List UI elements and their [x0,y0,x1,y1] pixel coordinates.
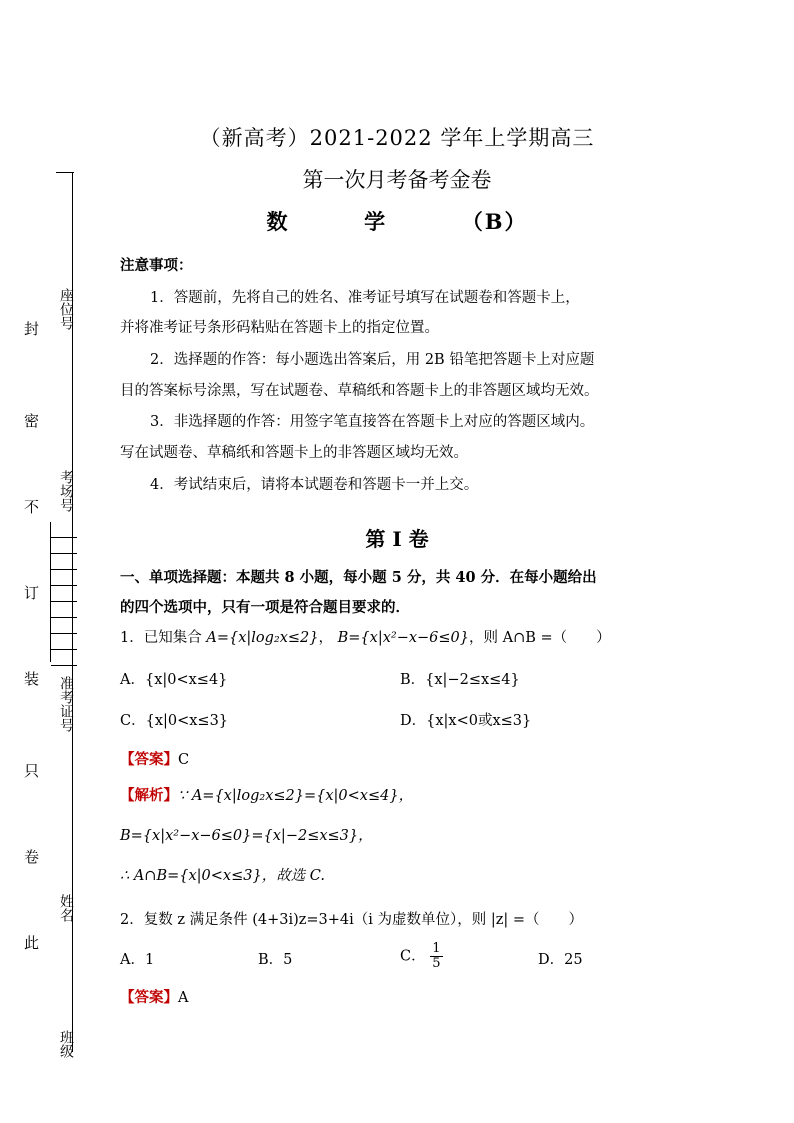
q1-option-c[interactable]: C．{x|0<x≤3} [120,713,229,729]
q1-option-a[interactable]: A．{x|0<x≤4} [120,672,228,688]
part1-instructions: 的四个选项中，只有一项是符合题目要求的． [120,599,410,616]
subject-title [0,206,794,236]
q2-option-c[interactable]: C． $\frac{1}{5}$ [400,941,441,971]
q2-answer: 【答案】A [120,989,189,1006]
section-title: 第 I 卷 [365,527,429,551]
exam-id-label: 准考证号 [58,676,74,732]
notice-line: 并将准考证号条形码粘贴在答题卡上的指定位置。 [120,320,439,336]
q2-option-b[interactable]: B．5 [258,952,293,968]
seat-label: 座位号 [58,288,74,330]
seal-char: 密 [24,412,40,430]
q1-stem: 1．已知集合 A={x|log₂x≤2}， B={x|x²−x−6≤0}，则 A∩B =（ ） [120,630,611,646]
q1-option-b[interactable]: B．{x|−2≤x≤4} [400,672,520,688]
subject-char: 学 [364,209,388,234]
seal-char: 此 [24,934,40,952]
seal-char: 只 [24,762,40,780]
seal-char: 不 [24,498,40,516]
q2-stem: 2．复数 z 满足条件 (4+3i)z=3+4i（i 为虚数单位），则 |z| =（ ） [120,912,584,928]
exam-subtitle: 第一次月考备考金卷 [302,168,492,192]
seal-char: 订 [24,584,40,602]
notice-line: 2．选择题的作答：每小题选出答案后，用 2B 铅笔把答题卡上对应题 [150,352,595,368]
q1-analysis-line: B={x|x²−x−6≤0}={x|−2≤x≤3}， [120,828,373,844]
notice-line: 4．考试结束后，请将本试题卷和答题卡一并上交。 [150,477,479,493]
q2-option-a[interactable]: A．1 [120,952,155,968]
notice-line: 1．答题前，先将自己的姓名、准考证号填写在试题卷和答题卡上， [150,290,580,306]
q2-option-d[interactable]: D．25 [538,952,583,968]
notice-line: 目的答案标号涂黑，写在试题卷、草稿纸和答题卡上的非答题区域均无效。 [120,383,599,399]
room-label: 考场号 [58,470,74,512]
q1-analysis-line: ∴ A∩B={x|0<x≤3}，故选 C. [120,868,325,884]
subject-version: （B） [461,209,528,234]
notice-heading: 注意事项： [120,257,193,274]
subject-char: 数 [266,209,290,234]
name-label: 姓名 [58,894,74,922]
fraction: $\frac{1}{5}$ [432,941,441,971]
seal-char: 装 [24,670,40,688]
part1-instructions: 一、单项选择题：本题共 8 小题，每小题 5 分，共 40 分．在每小题给出 [120,569,597,586]
exam-title: （新高考）2021-2022 学年上学期高三 [199,126,595,150]
q1-analysis: 【解析】∵ A={x|log₂x≤2}={x|0<x≤4}， [120,787,414,804]
q1-answer: 【答案】C [120,751,190,768]
notice-line: 写在试题卷、草稿纸和答题卡上的非答题区域均无效。 [120,445,468,461]
seal-char: 封 [24,320,40,338]
notice-line: 3．非选择题的作答：用签字笔直接答在答题卡上对应的答题区域内。 [150,414,595,430]
seal-char: 卷 [24,848,40,866]
class-label: 班级 [58,1030,74,1058]
q1-option-d[interactable]: D．{x|x<0或x≤3} [400,713,532,729]
